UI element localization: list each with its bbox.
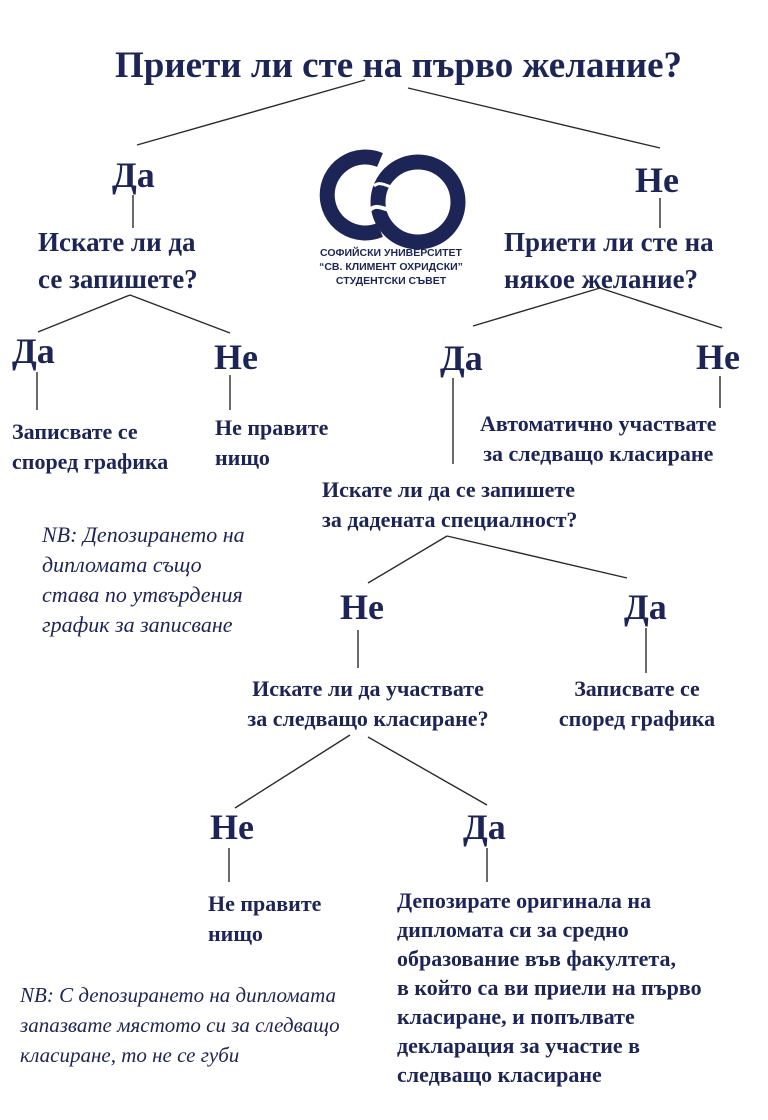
enroll-yes-answer-line-1: Записвате се <box>12 419 138 444</box>
next-ranking-no-answer <box>208 889 321 949</box>
enroll-no-answer-line-1: Не правите <box>215 415 329 440</box>
enroll-yes-label: Да <box>12 331 55 371</box>
next-ranking-question-line-2: за следващо класиране? <box>247 706 489 731</box>
auto-participation-answer <box>480 409 717 469</box>
specialty-question-line-2: за дадената специалност? <box>322 507 578 532</box>
connector-title-yes <box>137 80 365 145</box>
specialty-question-line-1: Искате ли да се запишете <box>322 477 575 502</box>
diploma-deposit-note-line-1: NB: С депозирането на дипломата <box>20 983 337 1007</box>
enroll-question-line-1: Искате ли да <box>38 227 196 257</box>
specialty-yes-answer <box>546 674 728 734</box>
connector-next-no <box>235 735 350 808</box>
specialty-question <box>322 475 577 535</box>
any-wish-question-line-1: Приети ли сте на <box>504 227 714 257</box>
deposit-schedule-note-line-3: става по утвърдения <box>42 582 243 607</box>
deposit-answer-line-3: образование във факултета, <box>397 946 676 971</box>
logo-line-2: “СВ. КЛИМЕНТ ОХРИДСКИ” <box>319 261 463 273</box>
deposit-answer-line-6: декларация за участие в <box>397 1033 641 1058</box>
specialty-yes-answer-line-1: Записвате се <box>574 676 700 701</box>
deposit-schedule-note-line-1: NB: Депозирането на <box>42 522 245 547</box>
diploma-deposit-note-line-3: класиране, то не се губи <box>20 1043 240 1067</box>
enroll-no-answer-line-2: нищо <box>215 445 270 470</box>
deposit-answer-line-5: класиране, и попълвате <box>397 1004 635 1029</box>
auto-participation-line-2: за следващо класиране <box>483 441 714 466</box>
connector-specialty-yes <box>447 536 627 578</box>
diploma-deposit-note-line-2: запазвате мястото си за следващо <box>20 1013 340 1037</box>
deposit-answer-line-1: Депозирате оригинала на <box>397 888 652 913</box>
next-ranking-no-label: Не <box>210 807 254 847</box>
deposit-answer-line-7: следващо класиране <box>397 1062 602 1087</box>
connector-specialty-no <box>368 536 447 583</box>
deposit-answer-line-4: в който са ви приели на първо <box>397 975 702 1000</box>
enroll-question <box>38 224 198 298</box>
next-ranking-yes-label: Да <box>463 807 506 847</box>
specialty-yes-answer-line-2: според графика <box>558 706 716 731</box>
next-ranking-no-answer-line-2: нищо <box>208 921 263 946</box>
page-title: Приети ли сте на първо желание? <box>115 45 683 86</box>
enroll-no-answer <box>215 413 328 473</box>
connector-next-yes <box>368 737 487 805</box>
logo-line-3: СТУДЕНТСКИ СЪВЕТ <box>335 275 447 287</box>
branch-no-label: Не <box>635 160 679 200</box>
deposit-answer <box>397 886 702 1089</box>
any-wish-no-label: Не <box>696 337 740 377</box>
next-ranking-question <box>222 674 514 734</box>
deposit-schedule-note <box>42 520 245 640</box>
any-wish-question-line-2: някое желание? <box>504 264 699 294</box>
enroll-yes-answer <box>12 417 168 477</box>
logo-line-1: СОФИЙСКИ УНИВЕРСИТЕТ <box>320 247 462 259</box>
specialty-yes-label: Да <box>624 587 667 627</box>
logo-caption <box>296 246 486 288</box>
next-ranking-question-line-1: Искате ли да участвате <box>252 676 484 701</box>
auto-participation-line-1: Автоматично участвате <box>480 411 717 436</box>
deposit-schedule-note-line-4: график за записване <box>42 612 233 637</box>
any-wish-question <box>504 224 714 298</box>
branch-yes-label: Да <box>112 155 155 195</box>
connector-enroll-yes <box>38 295 130 332</box>
next-ranking-no-answer-line-1: Не правите <box>208 891 322 916</box>
deposit-answer-line-2: дипломата си за средно <box>397 917 629 942</box>
enroll-question-line-2: се запишете? <box>38 264 198 294</box>
specialty-no-label: Не <box>340 587 384 627</box>
enroll-yes-answer-line-2: според графика <box>12 449 169 474</box>
connector-enroll-no <box>130 295 230 333</box>
deposit-schedule-note-line-2: дипломата също <box>42 552 202 577</box>
diploma-deposit-note <box>20 980 340 1070</box>
any-wish-yes-label: Да <box>440 338 483 378</box>
enroll-no-label: Не <box>214 337 258 377</box>
